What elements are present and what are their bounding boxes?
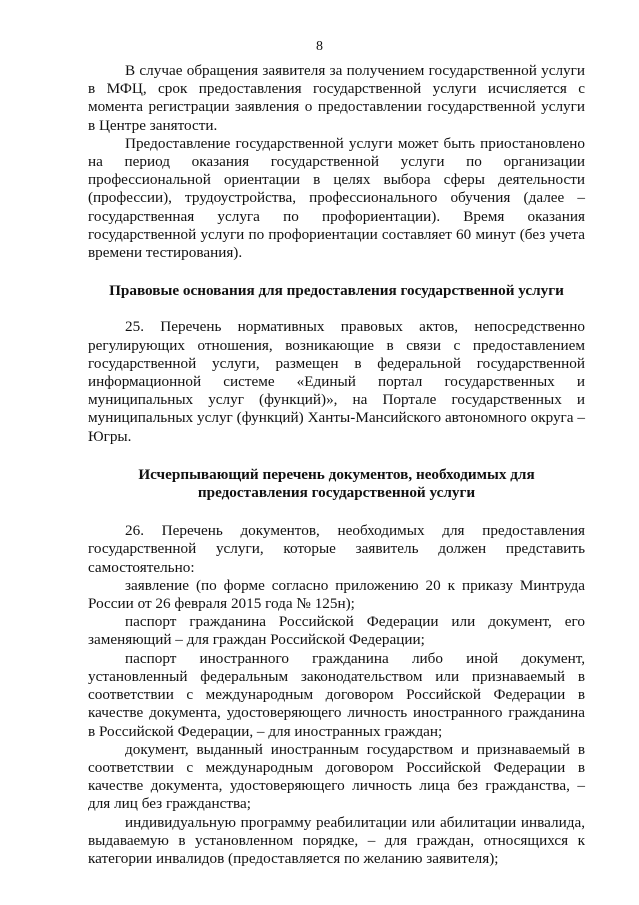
list-item-application: заявление (по форме согласно приложению 20 к приказу Минтруда России от 26 февраля 2015 года № 125н); bbox=[88, 576, 585, 613]
paragraph-mfc-term: В случае обращения заявителя за получением государственной услуги в МФЦ, срок предоставления государственной услуги исчисляется с момента регистрации заявления о предоставлении государственной услуги в Центре занятости. bbox=[88, 62, 585, 134]
document-body bbox=[88, 62, 585, 868]
paragraph-suspension: Предоставление государственной услуги может быть приостановлено на период оказания государственной услуги по организации профессиональной ориентации в целях выбора сферы деятельности (профессии), трудоустройства, профессионального обучения (далее – государственная услуга по профориентации). Время оказания государственной услуги по профориентации составляет 60 минут (без учета времени тестирования). bbox=[88, 134, 585, 262]
heading-documents-line2: предоставления государственной услуги bbox=[197, 484, 476, 502]
list-item-passport-rf: паспорт гражданина Российской Федерации или документ, его заменяющий – для граждан Российской Федерации; bbox=[88, 613, 585, 649]
heading-documents-line1: Исчерпывающий перечень документов, необходимых для bbox=[138, 465, 535, 483]
list-item-passport-foreign: паспорт иностранного гражданина либо иной документ, установленный федеральным законодательством или признаваемый в соответствии с международным договором Российской Федерации в качестве документа, удостоверяющего личность иностранного гражданина в Российской Федерации, – для иностранных граждан; bbox=[88, 649, 585, 740]
list-item-stateless-document: документ, выданный иностранным государством и признаваемый в соответствии с международным договором Российской Федерации в качестве документа, удостоверяющего личность лица без гражданства, – для лиц без гражданства; bbox=[88, 740, 585, 813]
paragraph-25: 25. Перечень нормативных правовых актов, непосредственно регулирующих отношения, возникающие в связи с предоставлением государственной услуги, размещен в федеральной государственной информационной системе «Единый портал государственных и муниципальных услуг (функций)», на Портале государственных и муниципальных услуг (функций) Ханты-Мансийского автономного округа – Югры. bbox=[88, 318, 585, 445]
paragraph-26: 26. Перечень документов, необходимых для предоставления государственной услуги, которые заявитель должен представить самостоятельно: bbox=[88, 522, 585, 576]
list-item-rehab-program: индивидуальную программу реабилитации или абилитации инвалида, выдаваемую в установленном порядке, – для граждан, относящихся к категории инвалидов (предоставляется по желанию заявителя); bbox=[88, 813, 585, 867]
heading-documents bbox=[88, 466, 585, 502]
heading-legal-basis: Правовые основания для предоставления государственной услуги bbox=[109, 282, 564, 300]
page-number: 8 bbox=[316, 39, 323, 54]
